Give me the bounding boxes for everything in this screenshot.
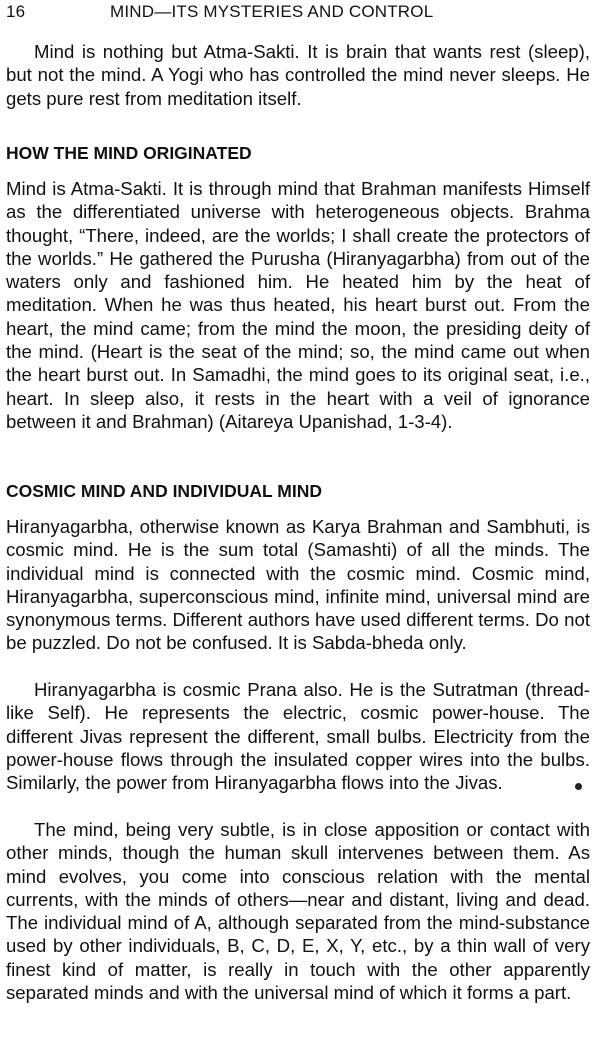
- heading-how-mind-originated: HOW THE MIND ORIGINATED: [6, 143, 252, 163]
- paragraph-intro: Mind is nothing but Atma-Sakti. It is brain that wants rest (sleep), but not the mind. A Yogi who has controlled the mind never sleeps. He gets pure rest from meditation itself.: [6, 41, 590, 109]
- paragraph-cosmic-1: Hiranyagarbha, otherwise known as Karya Brahman and Sambhuti, is cosmic mind. He is the sum total (Samashti) of all the minds. The individual mind is connected with the cosmic mind. Cosmic mind, Hiranyagarbha, superconscious mind, infinite mind, universal mind are synonymous terms. Different authors have used different terms. Do not be puzzled. Do not be confused. It is Sabda-bheda only.: [6, 516, 590, 654]
- heading-cosmic-mind: COSMIC MIND AND INDIVIDUAL MIND: [6, 481, 322, 501]
- running-title: MIND—ITS MYSTERIES AND CONTROL: [110, 2, 434, 21]
- ink-dot-mark: [575, 783, 582, 790]
- running-header: [0, 0, 600, 26]
- paragraph-origin: Mind is Atma-Sakti. It is through mind that Brahman manifests Himself as the differentiated universe with heterogeneous objects. Brahma thought, “There, indeed, are the worlds; I shall create the protectors of the worlds.” He gathered the Purusha (Hiranyagarbha) from out of the waters only and fashioned him. He heated him by the heat of meditation. When he was thus heated, his heart burst out. From the heart, the mind came; from the mind the moon, the presiding deity of the mind. (Heart is the seat of the mind; so, the mind came out when the heart burst out. In Samadhi, the mind goes to its original seat, i.e., heart. In sleep also, it rests in the heart with a veil of ignorance between it and Brahman) (Aitareya Upanishad, 1-3-4).: [6, 178, 590, 432]
- paragraph-cosmic-3: The mind, being very subtle, is in close apposition or contact with other minds, though the human skull intervenes between them. As mind evolves, you come into conscious relation with the mental currents, with the minds of others—near and distant, living and dead. The individual mind of A, although separated from the mind-substance used by other individuals, B, C, D, E, X, Y, etc., by a thin wall of very finest kind of matter, is really in touch with the other apparently separated minds and with the universal mind of which it forms a part.: [6, 819, 590, 1004]
- page-number: 16: [6, 2, 26, 21]
- paragraph-cosmic-2: Hiranyagarbha is cosmic Prana also. He is the Sutratman (thread-like Self). He represents the electric, cosmic power-house. The different Jivas represent the different, small bulbs. Electricity from the power-house flows through the insulated copper wires into the bulbs. Similarly, the power from Hiranyagarbha flows into the Jivas.: [6, 679, 590, 794]
